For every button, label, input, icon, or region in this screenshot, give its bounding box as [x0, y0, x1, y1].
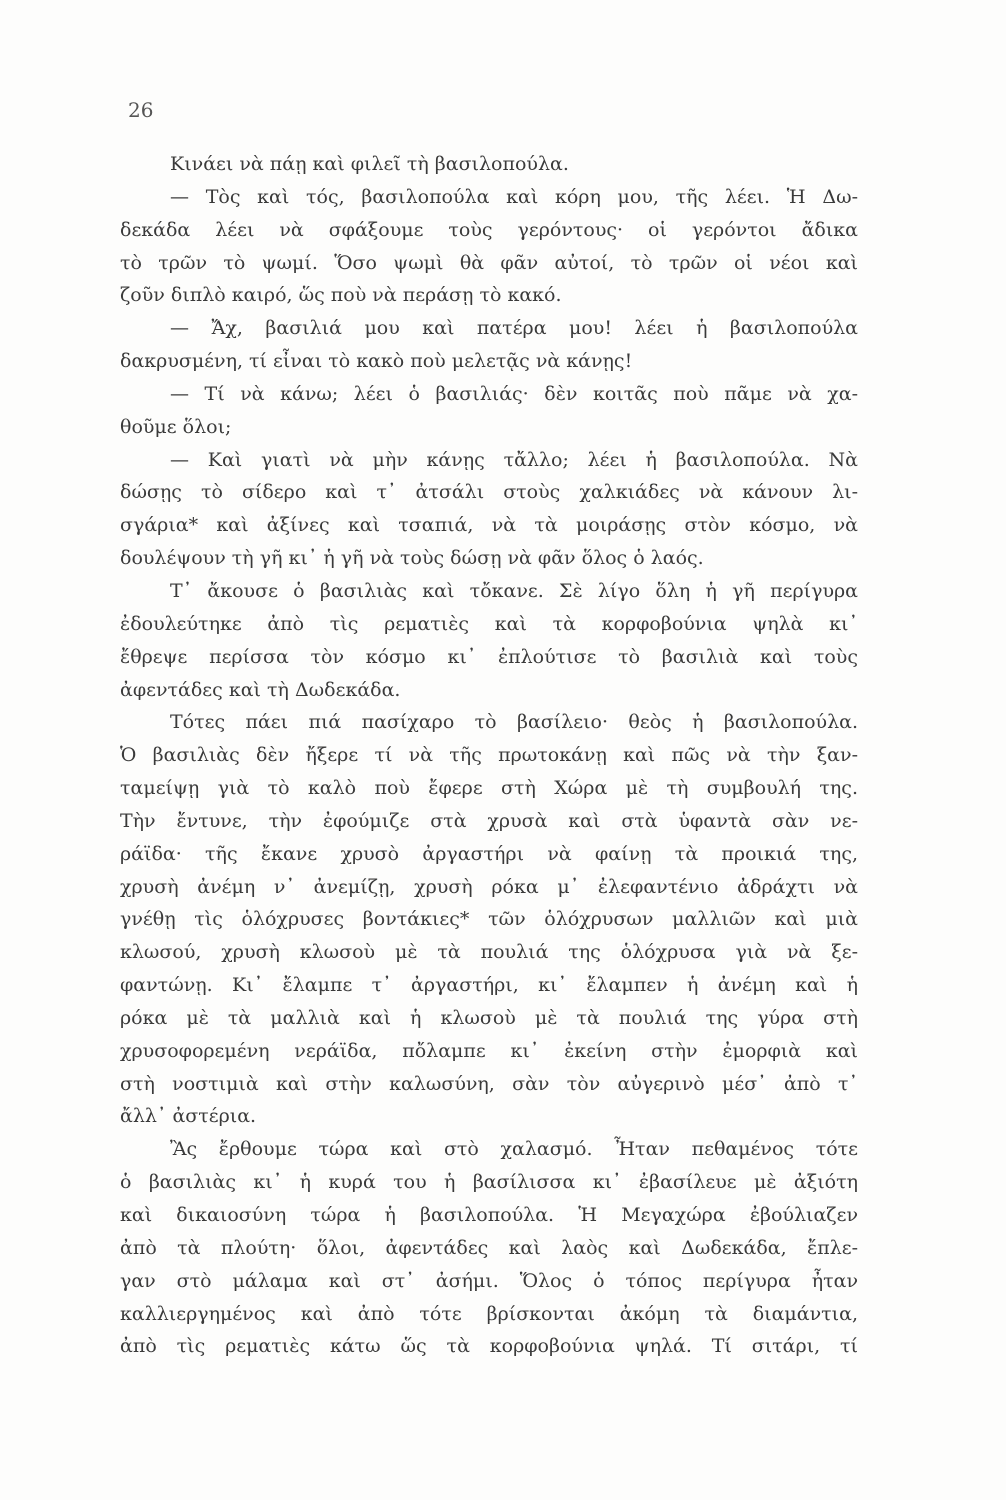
text-line: ρόκα μὲ τὰ μαλλιὰ καὶ ἡ κλωσοὺ μὲ τὰ πουλιά της γύρα στὴ — [120, 1006, 858, 1029]
text-line: ἐδουλεύτηκε ἀπὸ τὶς ρεματιὲς καὶ τὰ κορφοβούνια ψηλὰ κι᾽ — [120, 612, 858, 635]
text-line: — Τὸς καὶ τός, βασιλοπούλα καὶ κόρη μου, τῆς λέει. Ἡ Δω- — [170, 185, 858, 208]
text-line: Ἂς ἔρθουμε τώρα καὶ στὸ χαλασμό. Ἦταν πεθαμένος τότε — [170, 1138, 858, 1161]
text-line: δακρυσμένη, τί εἶναι τὸ κακὸ ποὺ μελετᾷς νὰ κάνῃς! — [120, 350, 633, 373]
text-line: τὸ τρῶν τὸ ψωμί. Ὅσο ψωμὶ θὰ φᾶν αὐτοί, τὸ τρῶν οἱ νέοι καὶ — [120, 251, 858, 274]
text-line: ράϊδα· τῆς ἔκανε χρυσὸ ἀργαστήρι νὰ φαίνῃ τὰ προικιά της, — [120, 842, 858, 865]
text-line: καλλιεργημένος καὶ ἀπὸ τότε βρίσκονται ἀκόμη τὰ διαμάντια, — [120, 1302, 858, 1325]
text-line: καὶ δικαιοσύνη τώρα ἡ βασιλοπούλα. Ἡ Μεγαχώρα ἐβούλιαζεν — [120, 1204, 858, 1226]
text-line: Τ᾽ ἄκουσε ὁ βασιλιὰς καὶ τὄκανε. Σὲ λίγο ὅλη ἡ γῆ περίγυρα — [170, 579, 858, 602]
text-line: ἔθρεψε περίσσα τὸν κόσμο κι᾽ ἐπλούτισε τὸ βασιλιὰ καὶ τοὺς — [120, 645, 858, 668]
text-line: κλωσού, χρυσὴ κλωσοὺ μὲ τὰ πουλιά της ὁλόχρυσα γιὰ νὰ ξε- — [120, 941, 858, 964]
text-line: ταμείψῃ γιὰ τὸ καλὸ ποὺ ἔφερε στὴ Χώρα μὲ τὴ συμβουλή της. — [120, 777, 858, 800]
text-line: φαντώνῃ. Κι᾽ ἔλαμπε τ᾽ ἀργαστήρι, κι᾽ ἔλαμπεν ἡ ἀνέμη καὶ ἡ — [120, 974, 858, 997]
text-line: χρυσὴ ἀνέμη ν᾽ ἀνεμίζῃ, χρυσὴ ρόκα μ᾽ ἐλεφαντένιο ἀδράχτι νὰ — [120, 875, 858, 898]
text-line: ἀφεντάδες καὶ τὴ Δωδεκάδα. — [120, 678, 401, 701]
text-line: Τότες πάει πιά πασίχαρο τὸ βασίλειο· θεὸς ἡ βασιλοπούλα. — [170, 711, 858, 734]
text-line: δεκάδα λέει νὰ σφάξουμε τοὺς γερόντους· οἱ γερόντοι ἄδικα — [120, 218, 858, 241]
text-line: — Ἄχ, βασιλιά μου καὶ πατέρα μου! λέει ἡ βασιλοπούλα — [170, 317, 858, 340]
text-line: γνέθῃ τὶς ὁλόχρυσες βοντάκιες* τῶν ὁλόχρυσων μαλλιῶν καὶ μιὰ — [120, 908, 858, 931]
text-line: Ὁ βασιλιὰς δὲν ἤξερε τί νὰ τῆς πρωτοκάνῃ καὶ πῶς νὰ τὴν ξαν- — [120, 744, 858, 767]
text-line: ζοῦν διπλὸ καιρό, ὥς ποὺ νὰ περάσῃ τὸ κακό. — [120, 284, 562, 307]
text-line: χρυσοφορεμένη νεράϊδα, πὄλαμπε κι᾽ ἐκείνη στὴν ἐμορφιὰ καὶ — [120, 1039, 858, 1062]
text-line: Τὴν ἔντυνε, τὴν ἐφούμιζε στὰ χρυσὰ καὶ στὰ ὑφαντὰ σὰν νε- — [120, 809, 858, 832]
text-line: Κινάει νὰ πάῃ καὶ φιλεῖ τὴ βασιλοπούλα. — [170, 153, 569, 175]
body-text — [120, 148, 858, 1363]
text-line: γαν στὸ μάλαμα καὶ στ᾽ ἀσήμι. Ὅλος ὁ τόπος περίγυρα ἦταν — [120, 1269, 858, 1292]
text-line: στὴ νοστιμιὰ καὶ στὴν καλωσύνη, σὰν τὸν αὐγερινὸ μέσ᾽ ἀπὸ τ᾽ — [120, 1072, 858, 1095]
text-line: θοῦμε ὅλοι; — [120, 415, 232, 438]
text-line: ἀπὸ τὶς ρεματιὲς κάτω ὥς τὰ κορφοβούνια ψηλά. Τί σιτάρι, τί — [120, 1335, 858, 1358]
text-line: ὁ βασιλιὰς κι᾽ ἡ κυρά του ἡ βασίλισσα κι᾽ ἐβασίλευε μὲ ἀξιότη — [120, 1171, 858, 1194]
text-line: δώσῃς τὸ σίδερο καὶ τ᾽ ἀτσάλι στοὺς χαλκιάδες νὰ κάνουν λι- — [120, 481, 858, 504]
text-line: σγάρια* καὶ ἀξίνες καὶ τσαπιά, νὰ τὰ μοιράσῃς στὸν κόσμο, νὰ — [120, 514, 858, 537]
page-number: 26 — [128, 98, 154, 122]
text-line: ἄλλ᾽ ἀστέρια. — [120, 1105, 257, 1128]
text-line: δουλέψουν τὴ γῆ κι᾽ ἡ γῆ νὰ τοὺς δώσῃ νὰ φᾶν ὅλος ὁ λαός. — [120, 547, 704, 570]
text-line: — Τί νὰ κάνω; λέει ὁ βασιλιάς· δὲν κοιτᾶς ποὺ πᾶμε νὰ χα- — [170, 382, 858, 405]
text-line: — Καὶ γιατὶ νὰ μὴν κάνῃς τἄλλο; λέει ἡ βασιλοπούλα. Νὰ — [170, 448, 858, 471]
text-line: ἀπὸ τὰ πλούτη· ὅλοι, ἀφεντάδες καὶ λαὸς καὶ Δωδεκάδα, ἔπλε- — [120, 1236, 858, 1259]
